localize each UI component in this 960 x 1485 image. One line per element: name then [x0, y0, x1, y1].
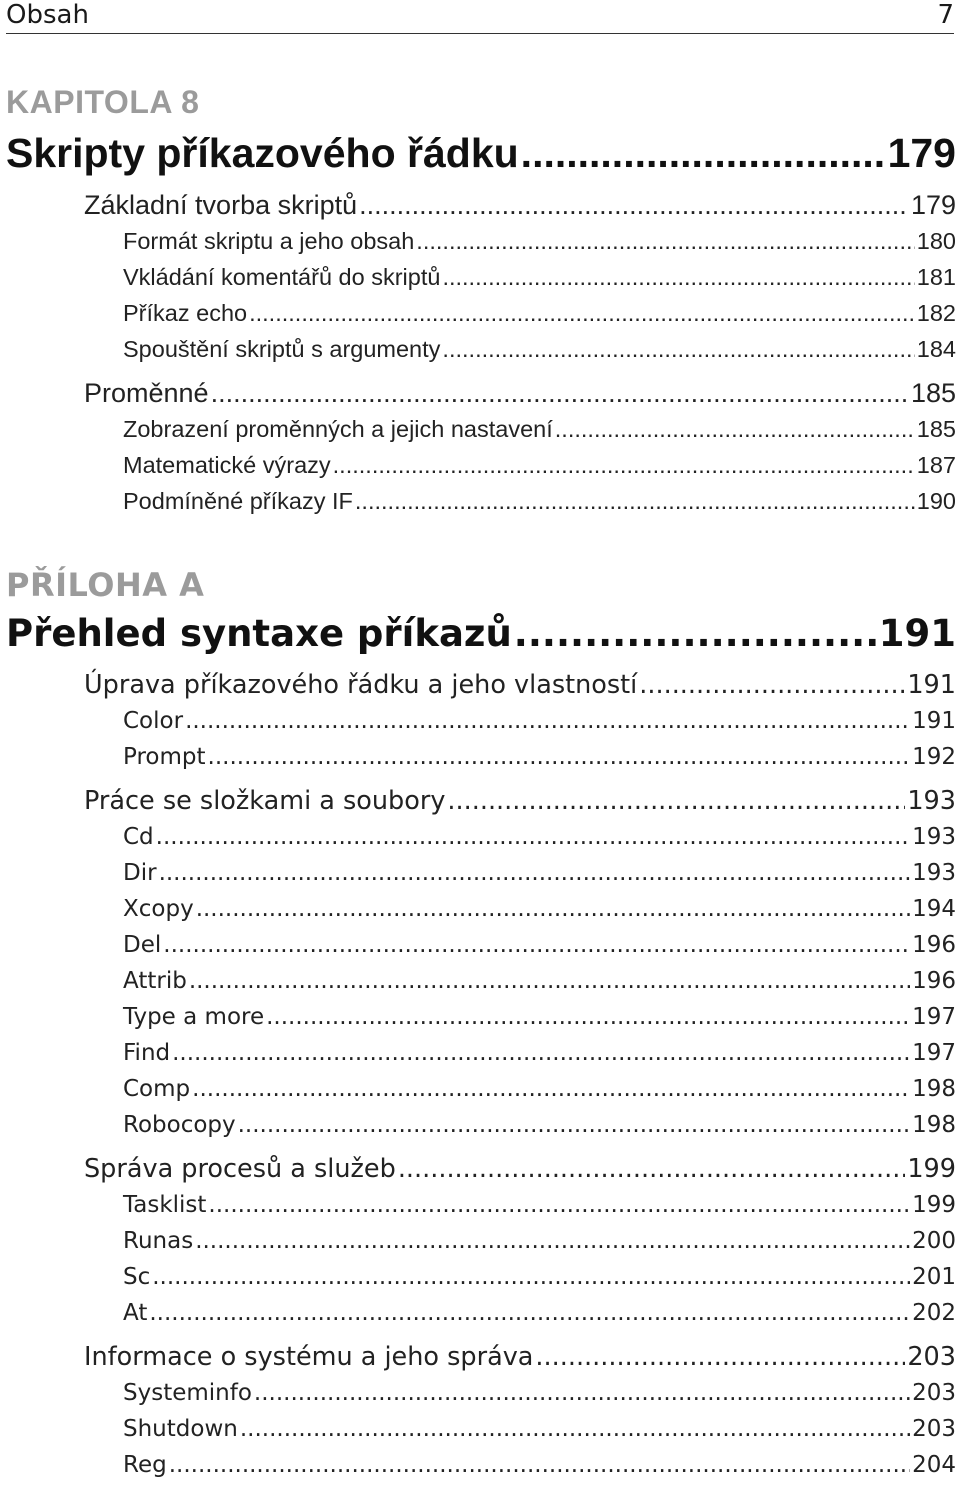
toc-subsection-entry[interactable] — [123, 300, 956, 327]
toc-entry-text: Tasklist — [123, 1192, 207, 1218]
toc-entry-text: Attrib — [123, 968, 187, 994]
toc-leader-dots — [416, 228, 914, 255]
toc-leader-dots — [152, 1264, 910, 1290]
toc-entry-text: Formát skriptu a jeho obsah — [123, 228, 415, 254]
toc-entry-text: Systeminfo — [123, 1380, 252, 1406]
toc-appendix-title-text: Přehled syntaxe příkazů — [6, 612, 512, 655]
toc-leader-dots — [333, 452, 915, 479]
toc-subsection-entry[interactable] — [123, 452, 956, 479]
toc-entry-page: 187 — [916, 452, 956, 478]
toc-entry-page: 203 — [907, 1342, 956, 1372]
toc-leader-dots — [398, 1154, 906, 1184]
toc-entry-text: Runas — [123, 1228, 194, 1254]
toc-leader-dots — [355, 488, 915, 515]
toc-leader-dots — [521, 130, 886, 177]
toc-subsection-entry[interactable] — [123, 1004, 956, 1030]
toc-entry-text: Type a more — [123, 1004, 265, 1030]
toc-entry-page: 194 — [912, 896, 956, 922]
toc-leader-dots — [442, 264, 914, 291]
toc-subsection-entry[interactable] — [123, 416, 956, 443]
toc-entry-text: Spouštění skriptů s argumenty — [123, 336, 441, 362]
toc-entry-text: Informace o systému a jeho správa — [84, 1342, 534, 1372]
toc-leader-dots — [359, 190, 909, 221]
toc-entry-page: 185 — [916, 416, 956, 442]
toc-entry-page: 180 — [916, 228, 956, 254]
toc-leader-dots — [156, 824, 910, 850]
toc-subsection-entry[interactable] — [123, 1380, 956, 1406]
toc-entry-text: Dir — [123, 860, 157, 886]
toc-entry-page: 198 — [912, 1076, 956, 1102]
toc-leader-dots — [266, 1004, 910, 1030]
toc-subsection-entry[interactable] — [123, 1416, 956, 1442]
toc-entry-page: 196 — [912, 968, 956, 994]
toc-subsection-entry[interactable] — [123, 932, 956, 958]
toc-entry-page: 197 — [912, 1004, 956, 1030]
toc-entry-text: Podmíněné příkazy IF — [123, 488, 353, 514]
toc-subsection-entry[interactable] — [123, 228, 956, 255]
toc-entry-text: Správa procesů a služeb — [84, 1154, 396, 1184]
toc-appendix-title[interactable] — [6, 612, 956, 655]
toc-entry-page: 198 — [912, 1112, 956, 1138]
toc-entry-page: 196 — [912, 932, 956, 958]
toc-entry-text: Matematické výrazy — [123, 452, 331, 478]
toc-subsection-entry[interactable] — [123, 824, 956, 850]
toc-entry-page: 203 — [912, 1416, 956, 1442]
toc-entry-text: Shutdown — [123, 1416, 238, 1442]
toc-subsection-entry[interactable] — [123, 1112, 956, 1138]
toc-entry-text: Příkaz echo — [123, 300, 248, 326]
toc-subsection-entry[interactable] — [123, 1452, 956, 1478]
toc-leader-dots — [240, 1416, 910, 1442]
toc-entry-page: 193 — [912, 824, 956, 850]
toc-subsection-entry[interactable] — [123, 488, 956, 515]
toc-leader-dots — [555, 416, 915, 443]
toc-entry-text: Del — [123, 932, 162, 958]
toc-leader-dots — [149, 1300, 910, 1326]
toc-subsection-entry[interactable] — [123, 336, 956, 363]
running-head — [6, 0, 954, 34]
toc-subsection-entry[interactable] — [123, 1040, 956, 1066]
toc-entry-text: Zobrazení proměnných a jejich nastavení — [123, 416, 553, 442]
toc-entry-page: 199 — [907, 1154, 956, 1184]
toc-leader-dots — [535, 1342, 905, 1372]
toc-entry-text: Robocopy — [123, 1112, 236, 1138]
toc-subsection-entry[interactable] — [123, 1076, 956, 1102]
toc-leader-dots — [192, 1076, 910, 1102]
toc-leader-dots — [189, 968, 910, 994]
toc-section-entry[interactable] — [84, 190, 956, 221]
toc-leader-dots — [169, 1452, 910, 1478]
toc-leader-dots — [163, 932, 910, 958]
toc-entry-page: 184 — [916, 336, 956, 362]
appendix-label: PŘÍLOHA A — [6, 566, 205, 604]
toc-subsection-entry[interactable] — [123, 1228, 956, 1254]
toc-section-entry[interactable] — [84, 1154, 956, 1184]
toc-entry-page: 204 — [912, 1452, 956, 1478]
toc-entry-text: Comp — [123, 1076, 191, 1102]
toc-leader-dots — [238, 1112, 910, 1138]
toc-leader-dots — [639, 670, 905, 700]
toc-leader-dots — [172, 1040, 910, 1066]
toc-leader-dots — [211, 378, 909, 409]
toc-leader-dots — [195, 1228, 910, 1254]
toc-entry-page: 193 — [912, 860, 956, 886]
toc-entry-page: 185 — [910, 378, 956, 408]
toc-entry-text: Úprava příkazového řádku a jeho vlastností — [84, 670, 638, 700]
toc-subsection-entry[interactable] — [123, 264, 956, 291]
toc-leader-dots — [185, 708, 910, 734]
running-head-section: Obsah — [6, 0, 89, 30]
toc-section-entry[interactable] — [84, 670, 956, 700]
toc-entry-page: 193 — [907, 786, 956, 816]
toc-entry-text: Color — [123, 708, 184, 734]
toc-entry-text: Find — [123, 1040, 171, 1066]
toc-appendix-page: 191 — [878, 612, 956, 655]
toc-leader-dots — [442, 336, 914, 363]
toc-entry-page: 191 — [912, 708, 956, 734]
toc-leader-dots — [208, 1192, 910, 1218]
toc-entry-page: 201 — [912, 1264, 956, 1290]
toc-leader-dots — [159, 860, 911, 886]
toc-entry-page: 197 — [912, 1040, 956, 1066]
toc-entry-text: Základní tvorba skriptů — [84, 190, 358, 220]
toc-section-entry[interactable] — [84, 1342, 956, 1372]
toc-entry-page: 200 — [912, 1228, 956, 1254]
toc-entry-text: Prompt — [123, 744, 206, 770]
toc-subsection-entry[interactable] — [123, 1192, 956, 1218]
toc-entry-page: 203 — [912, 1380, 956, 1406]
toc-entry-text: Reg — [123, 1452, 167, 1478]
toc-subsection-entry[interactable] — [123, 1264, 956, 1290]
toc-entry-page: 202 — [912, 1300, 956, 1326]
toc-entry-text: Cd — [123, 824, 154, 850]
running-head-page-number: 7 — [937, 0, 954, 30]
toc-entry-text: Práce se složkami a soubory — [84, 786, 446, 816]
toc-subsection-entry[interactable] — [123, 968, 956, 994]
toc-entry-page: 179 — [910, 190, 956, 220]
toc-entry-text: Sc — [123, 1264, 151, 1290]
chapter-label: KAPITOLA 8 — [6, 84, 200, 120]
toc-entry-page: 191 — [907, 670, 956, 700]
toc-subsection-entry[interactable] — [123, 1300, 956, 1326]
toc-leader-dots — [196, 896, 910, 922]
toc-entry-text: Xcopy — [123, 896, 194, 922]
toc-leader-dots — [254, 1380, 910, 1406]
toc-entry-page: 181 — [916, 264, 956, 290]
toc-entry-page: 192 — [912, 744, 956, 770]
toc-section-entry[interactable] — [84, 786, 956, 816]
toc-entry-page: 190 — [916, 488, 956, 514]
toc-entry-text: Vkládání komentářů do skriptů — [123, 264, 441, 290]
toc-chapter-title[interactable] — [6, 130, 956, 177]
toc-leader-dots — [447, 786, 905, 816]
toc-subsection-entry[interactable] — [123, 896, 956, 922]
toc-entry-page: 199 — [912, 1192, 956, 1218]
toc-subsection-entry[interactable] — [123, 708, 956, 734]
toc-chapter-title-text: Skripty příkazového řádku — [6, 130, 519, 176]
toc-section-entry[interactable] — [84, 378, 956, 409]
toc-subsection-entry[interactable] — [123, 744, 956, 770]
toc-chapter-page: 179 — [887, 130, 956, 176]
toc-leader-dots — [249, 300, 915, 327]
toc-entry-text: Proměnné — [84, 378, 209, 408]
toc-leader-dots — [208, 744, 911, 770]
toc-leader-dots — [514, 612, 877, 655]
toc-subsection-entry[interactable] — [123, 860, 956, 886]
toc-entry-page: 182 — [916, 300, 956, 326]
toc-entry-text: At — [123, 1300, 148, 1326]
